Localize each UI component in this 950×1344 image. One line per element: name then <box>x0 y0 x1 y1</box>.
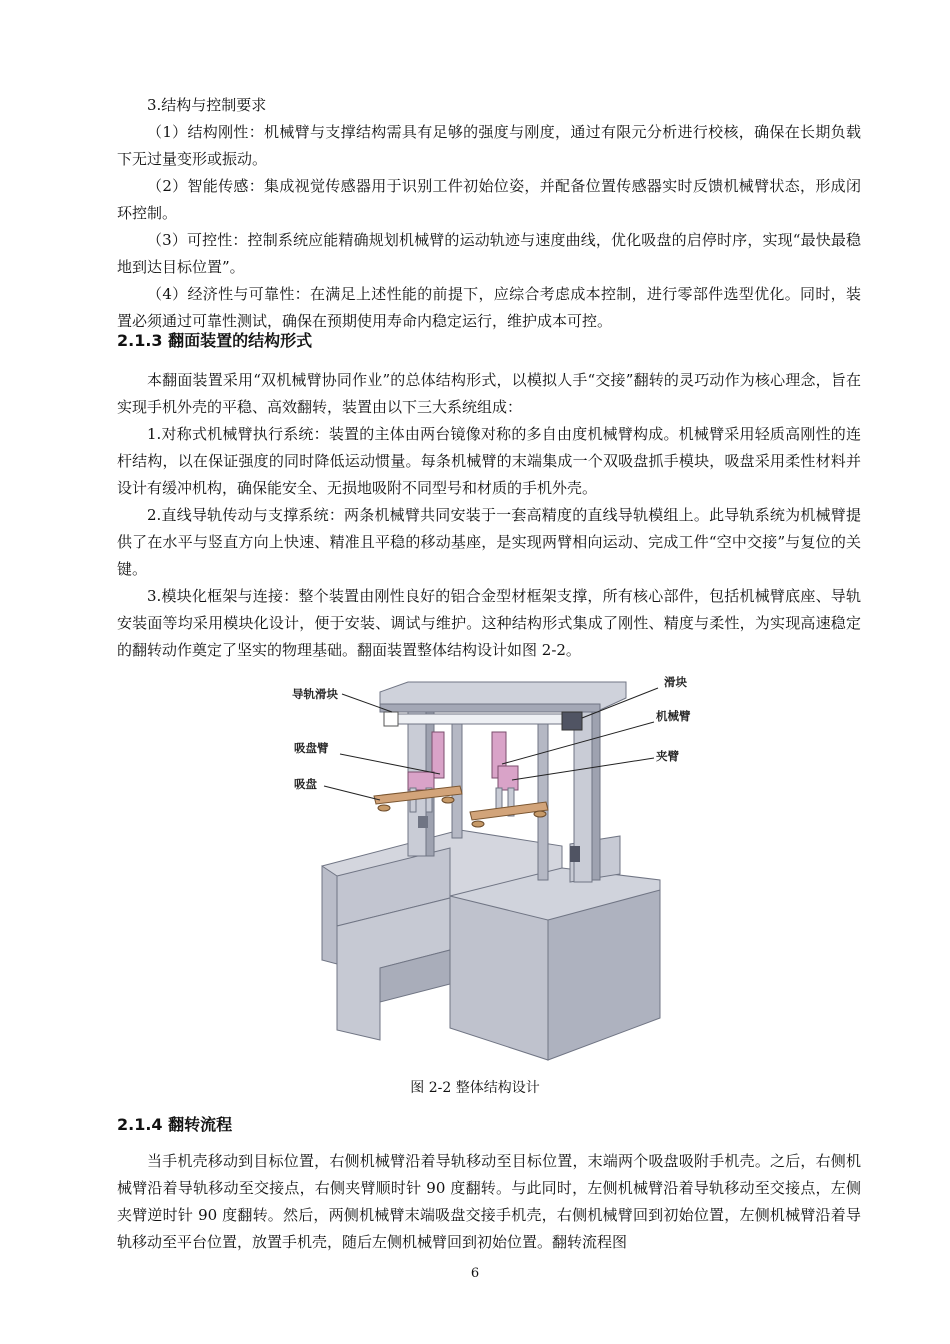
frame-post-right-side <box>592 708 600 880</box>
page-number: 6 <box>470 1266 480 1281</box>
leader-suction-cup <box>324 786 380 800</box>
suction-cup-1 <box>378 805 390 811</box>
right-block-front <box>450 896 548 1060</box>
right-block-side <box>548 890 660 1060</box>
right-motor <box>570 846 580 862</box>
left-arm-upper <box>432 732 444 778</box>
suction-cup-2 <box>442 797 454 803</box>
right-arm-joint <box>498 766 518 790</box>
label-suction-cup: 吸盘 <box>294 777 317 791</box>
label-slider: 滑块 <box>664 675 687 689</box>
requirement-item-1: （1）结构刚性：机械臂与支撑结构需具有足够的强度与刚度，通过有限元分析进行校核，确保在长期负载下无过量变形或振动。 <box>117 123 861 168</box>
requirement-item-2: （2）智能传感：集成视觉传感器用于识别工件初始位姿，并配备位置传感器实时反馈机械臂状态，形成闭环控制。 <box>117 177 861 222</box>
guide-rail <box>388 714 578 724</box>
left-arm-joint <box>408 772 434 790</box>
label-clamp-arm: 夹臂 <box>656 749 679 763</box>
rail-slider-block <box>384 712 398 726</box>
frame-post-left-back <box>452 720 462 838</box>
label-rail-slider: 导轨滑块 <box>292 687 338 701</box>
paragraph-overview: 本翻面装置采用“双机械臂协同作业”的总体结构形式，以模拟人手“交接”翻转的灵巧动作为核心理念，旨在实现手机外壳的平稳、高效翻转，装置由以下三大系统组成： <box>117 371 861 416</box>
section-heading-structure-control: 3.结构与控制要求 <box>147 96 267 114</box>
paragraph-flip-process: 当手机壳移动到目标位置，右侧机械臂沿着导轨移动至目标位置，末端两个吸盘吸附手机壳。之后，右侧机械臂沿着导轨移动至交接点，右侧夹臂顺时针 90 度翻转。与此同时，左侧机械臂沿着导轨移动至交接点，左侧夹臂逆时针 90 度翻转。然后，两侧机械臂末端吸盘交接手机壳，右侧机械臂回到初始位置，左侧机械臂沿着导轨移动至平台位置，放置手机壳，随后左侧机械臂回到初始位置。翻转流程图 <box>117 1152 861 1251</box>
frame-post-right-back <box>538 720 548 880</box>
paragraph-rail-system: 2.直线导轨传动与支撑系统：两条机械臂共同安装于一套高精度的直线导轨模组上。此导轨系统为机械臂提供了在水平与竖直方向上快速、精准且平稳的移动基座，是实现两臂相向运动、完成工件“空中交接”与复位的关键。 <box>117 506 861 578</box>
paragraph-frame: 3.模块化框架与连接：整个装置由刚性良好的铝合金型材框架支撑，所有核心部件，包括机械臂底座、导轨安装面等均采用模块化设计，便于安装、调试与维护。这种结构形式集成了刚性、精度与柔性，为实现高速稳定的翻转动作奠定了坚实的物理基础。翻面装置整体结构设计如图 2-2。 <box>117 587 861 659</box>
suction-cup-3 <box>472 821 484 827</box>
table-left-face <box>322 866 337 964</box>
label-robot-arm: 机械臂 <box>656 709 691 723</box>
label-suction-arm: 吸盘臂 <box>294 741 329 755</box>
left-motor <box>418 816 428 828</box>
structure-figure <box>280 668 710 1068</box>
section-title-2-1-3: 2.1.3 翻面装置的结构形式 <box>117 331 313 350</box>
top-beam-edge <box>380 704 600 712</box>
suction-cup-4 <box>534 811 546 817</box>
requirement-item-4: （4）经济性与可靠性：在满足上述性能的前提下，应综合考虑成本控制，进行零部件选型优化。同时，装置必须通过可靠性测试，确保在预期使用寿命内稳定运行，维护成本可控。 <box>117 285 861 330</box>
paragraph-arm-system: 1.对称式机械臂执行系统：装置的主体由两台镜像对称的多自由度机械臂构成。机械臂采用轻质高刚性的连杆结构，以在保证强度的同时降低运动惯量。每条机械臂的末端集成一个双吸盘抓手模块，吸盘采用柔性材料并设计有缓冲机构，确保能安全、无损地吸附不同型号和材质的手机外壳。 <box>117 425 861 497</box>
section-title-2-1-4: 2.1.4 翻转流程 <box>117 1115 233 1134</box>
slider-block <box>562 712 582 730</box>
figure-caption: 图 2-2 整体结构设计 <box>410 1080 540 1096</box>
requirement-item-3: （3）可控性：控制系统应能精确规划机械臂的运动轨迹与速度曲线，优化吸盘的启停时序，实现“最快最稳地到达目标位置”。 <box>117 231 861 276</box>
